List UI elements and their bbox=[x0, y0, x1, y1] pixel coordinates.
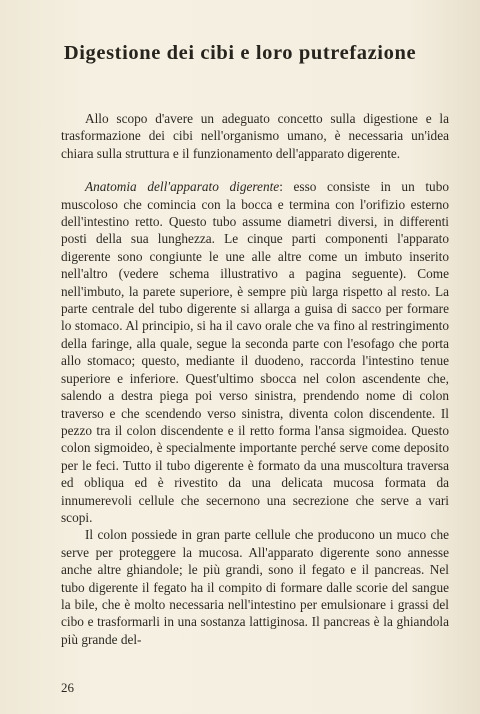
paragraph-text: Allo scopo d'avere un adeguato concetto sulla digestione e la trasformazione dei cibi nell'organismo umano, è necessaria un'idea chiara sulla struttura e il funzionamento dell'apparato digerente. bbox=[61, 111, 449, 161]
body-text bbox=[61, 110, 449, 648]
paragraph-lead-italic: Anatomia dell'apparato digerente bbox=[85, 179, 280, 195]
paragraph-colon bbox=[61, 526, 449, 648]
paragraph-text: Il colon possiede in gran parte cellule che producono un muco che serve per proteggere la mucosa. All'apparato digerente sono annesse anche altre ghiandole; le più grandi, sono il fegato e il pancreas. Nel tubo digerente il fegato ha il compito di formare dalle scorie del sangue la bile, che è molto necessaria nell'intestino per emulsionare i grassi del cibo e trasformarli in una sostanza lattiginosa. Il pancreas è la ghiandola più grande del- bbox=[61, 527, 449, 647]
paragraph-intro bbox=[61, 110, 449, 162]
page-number: 26 bbox=[61, 680, 74, 695]
chapter-title: Digestione dei cibi e loro putrefazione bbox=[63, 42, 417, 64]
paragraph-anatomy bbox=[61, 178, 449, 526]
paragraph-text: : esso consiste in un tubo muscoloso che comincia con la bocca e termina con l'orifizio esterno dell'intestino retto. Questo tubo assume diametri diversi, in differenti posti della sua lunghezza. Le cinque parti componenti l'apparato digerente sono congiunte le une alle altre come un imbuto inserito nell'altro (vedere schema illustrativo a pagina seguente). Come nell'imbuto, la parete superiore, è sempre più larga rispetto al resto. La parte centrale del tubo digerente si allarga a guisa di sacco per formare lo stomaco. Al principio, si ha il cavo orale che va fino al restringimento della faringe, alla quale, segue la seconda parte con l'esofago che porta allo stomaco; questo, mediante il duodeno, raccorda l'intestino tenue superiore e inferiore. Quest'ultimo sbocca nel colon ascendente che, salendo a destra piega poi verso sinistra, prendendo nome di colon traverso e che scendendo verso sinistra, diventa colon discendente. Il pezzo tra il colon discendente e il retto forma l'ansa sigmoidea. Questo colon sigmoideo, è specialmente importante perché serve come deposito per le feci. Tutto il tubo digerente è formato da una muscoltura traversa ed obliqua ed è rivestito da una delicata mucosa formata da innumerevoli cellule che secernono una secrezione che serve a vari scopi. bbox=[61, 179, 449, 525]
